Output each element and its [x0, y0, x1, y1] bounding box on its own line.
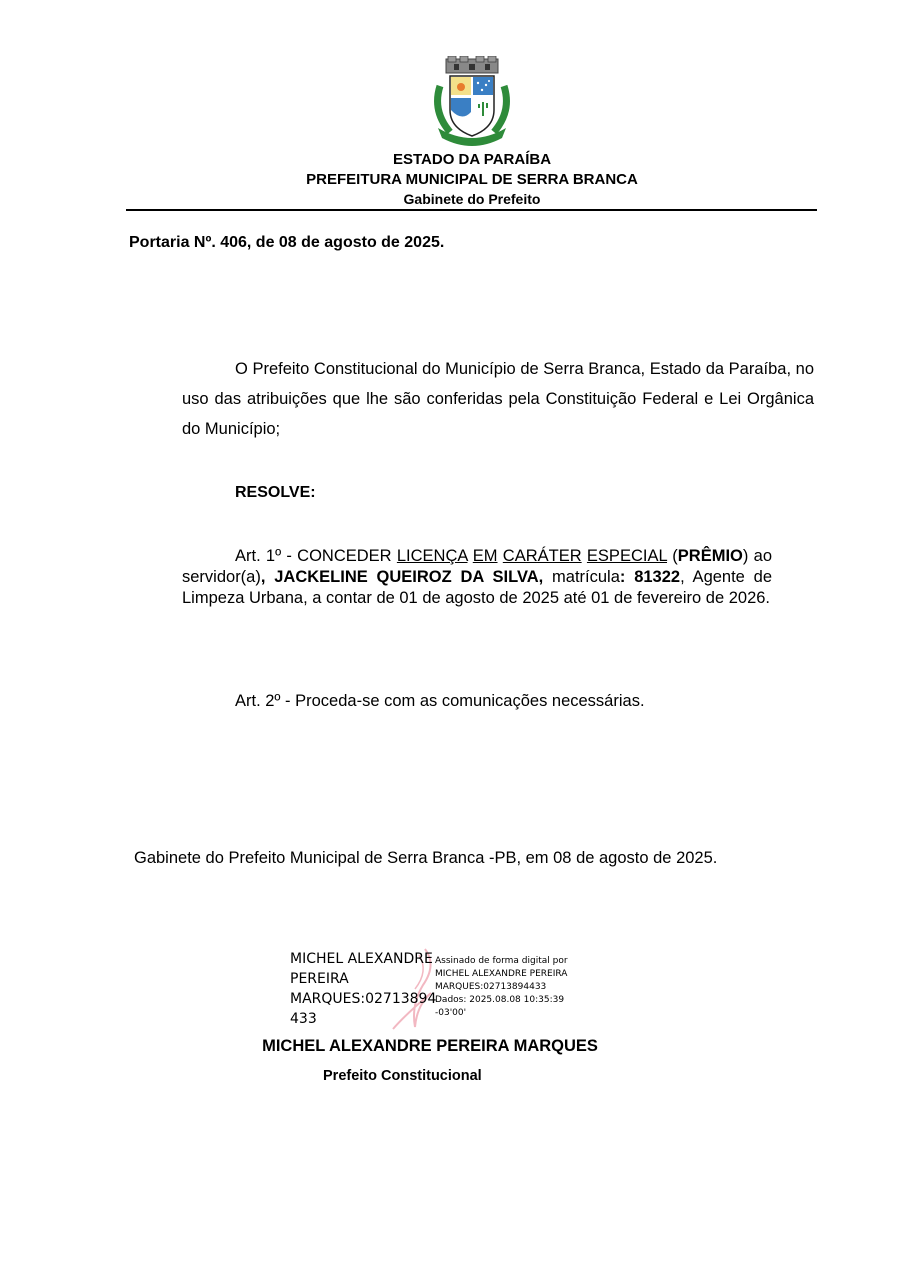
- sig-detail-line: Assinado de forma digital por: [435, 956, 568, 966]
- sig-name-line: 433: [290, 1011, 317, 1027]
- municipal-coat-of-arms-icon: [432, 56, 512, 148]
- sig-detail-line: MICHEL ALEXANDRE PEREIRA: [435, 969, 568, 979]
- art1-word-especial: ESPECIAL: [586, 547, 668, 565]
- art1-colon: :: [619, 568, 626, 586]
- art1-word-em: EM: [472, 547, 498, 565]
- art1-premio: PRÊMIO: [677, 547, 743, 565]
- art1-matricula-label: matrícula: [543, 568, 620, 586]
- digital-signature-details: [435, 955, 595, 1020]
- header-gabinete: Gabinete do Prefeito: [403, 191, 541, 207]
- sig-detail-line: -03'00': [435, 1008, 467, 1018]
- intro-paragraph: [182, 354, 814, 444]
- document-title: Portaria Nº. 406, de 08 de agosto de 2025.: [129, 234, 445, 251]
- art1-mid: ) ao servidor(a): [182, 547, 773, 586]
- sig-name-line: PEREIRA: [290, 971, 349, 987]
- digital-signature-name: [290, 949, 440, 1029]
- resolve-heading: RESOLVE:: [235, 484, 316, 501]
- art1-employee-name: , JACKELINE QUEIROZ DA SILVA,: [260, 568, 544, 586]
- art1-open-paren: (: [672, 547, 678, 565]
- art1-matricula: 81322: [634, 568, 681, 586]
- art1-rest: , Agente de Limpeza Urbana, a contar de 01 de agosto de 2025 até 01 de fevereiro de 2026.: [182, 568, 773, 607]
- art1-word-carater: CARÁTER: [502, 547, 582, 565]
- sig-detail-line: Dados: 2025.08.08 10:35:39: [435, 995, 565, 1005]
- header-prefeitura: PREFEITURA MUNICIPAL DE SERRA BRANCA: [306, 171, 638, 188]
- signer-role: Prefeito Constitucional: [323, 1068, 482, 1084]
- signer-name: MICHEL ALEXANDRE PEREIRA MARQUES: [262, 1037, 598, 1055]
- closing-line: Gabinete do Prefeito Municipal de Serra Branca -PB, em 08 de agosto de 2025.: [134, 849, 718, 867]
- header-divider: [126, 209, 817, 211]
- article-1: [182, 546, 772, 609]
- sig-name-line: MICHEL ALEXANDRE: [290, 951, 433, 967]
- header-state: ESTADO DA PARAÍBA: [392, 151, 552, 168]
- art1-prefix: Art. 1º - CONCEDER: [235, 547, 397, 565]
- intro-text: O Prefeito Constitucional do Município de Serra Branca, Estado da Paraíba, no uso das atribuições que lhe são conferidas pela Constituição Federal e Lei Orgânica do Município;: [182, 360, 814, 438]
- art1-word-licenca: LICENÇA: [396, 547, 468, 565]
- sig-detail-line: MARQUES:02713894433: [435, 982, 547, 992]
- article-2: Art. 2º - Proceda-se com as comunicações necessárias.: [235, 692, 645, 710]
- sig-name-line: MARQUES:02713894: [290, 991, 437, 1007]
